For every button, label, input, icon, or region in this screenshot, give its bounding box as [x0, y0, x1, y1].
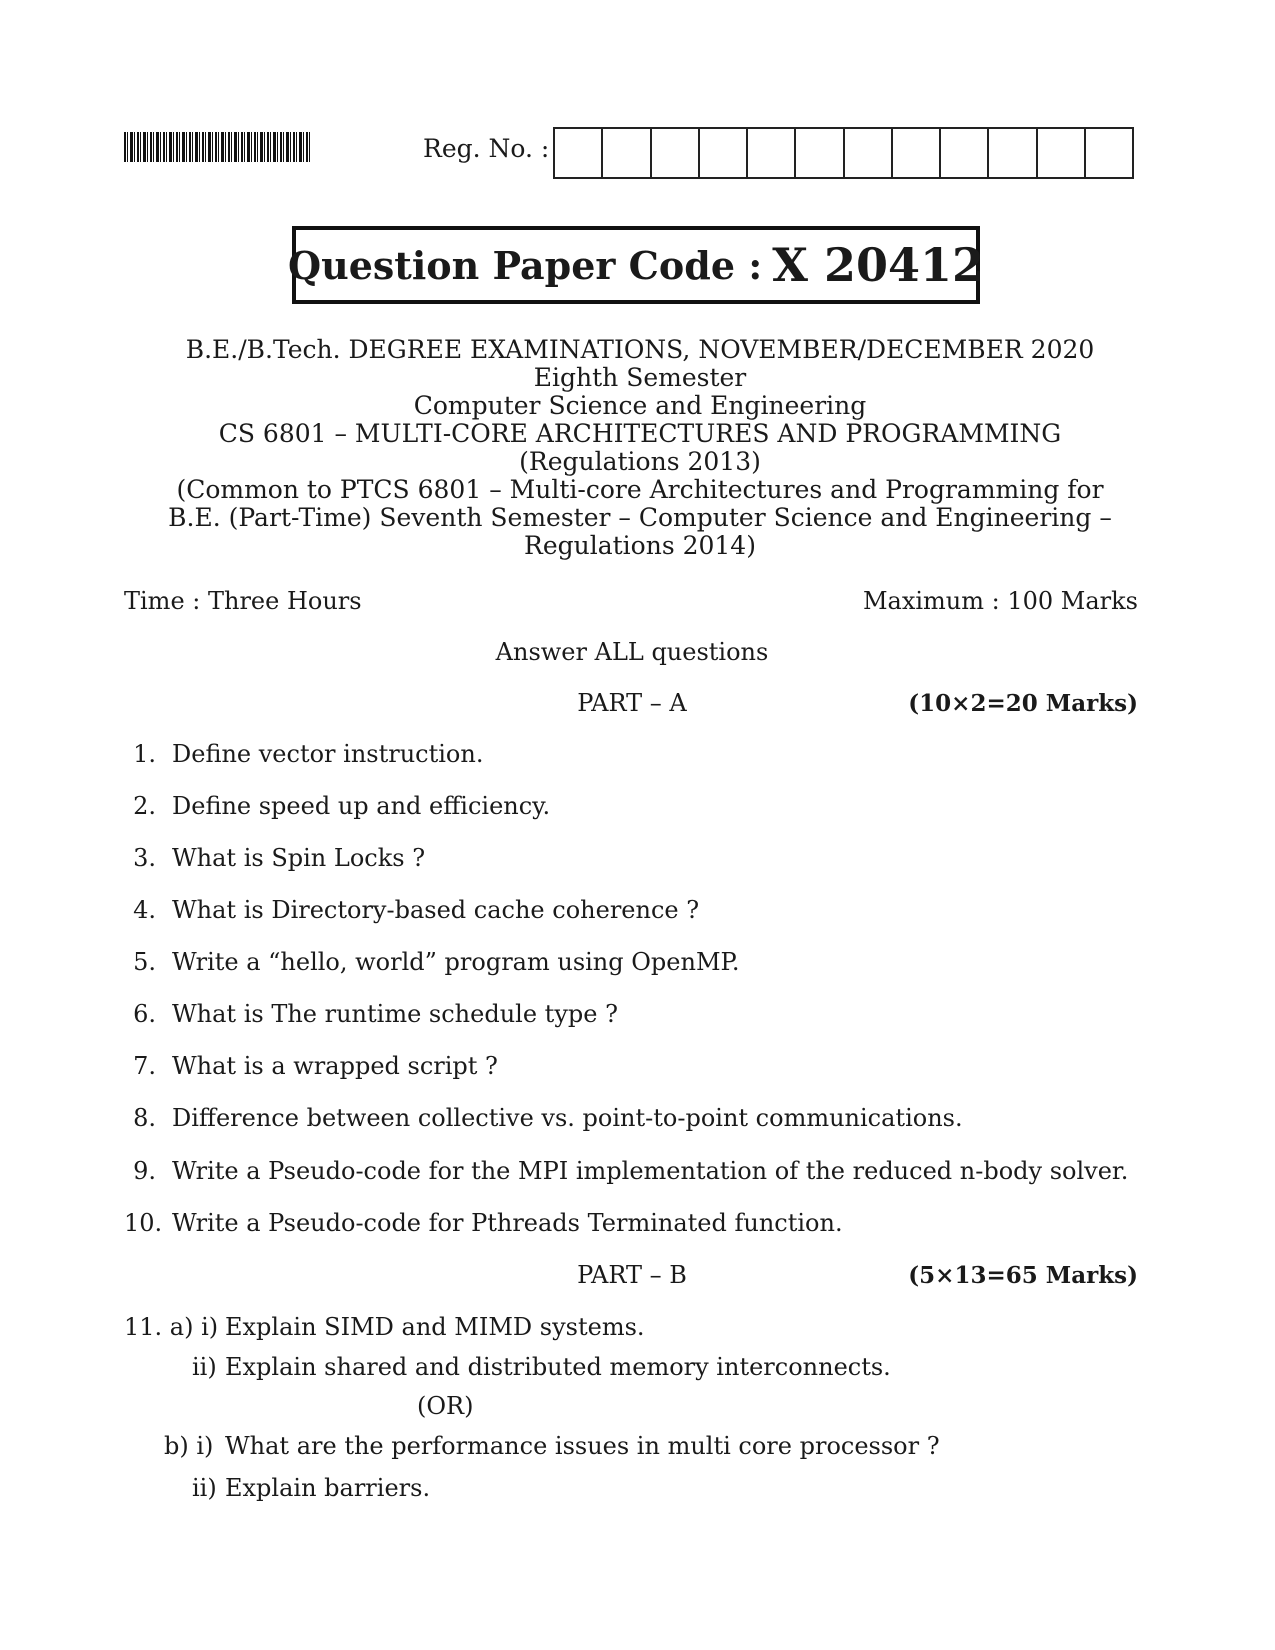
reg-no-digit-box[interactable] — [989, 129, 1037, 177]
question-paper-code-label: Question Paper Code : — [288, 242, 763, 288]
reg-no-digit-box[interactable] — [845, 129, 893, 177]
part-b-title: PART – B — [577, 1261, 687, 1289]
part-b-marks: (5×13=65 Marks) — [908, 1262, 1138, 1289]
question-number: 1. — [133, 740, 156, 768]
part-a-marks: (10×2=20 Marks) — [908, 690, 1138, 717]
reg-no-digit-box[interactable] — [796, 129, 844, 177]
question-item — [124, 1209, 843, 1237]
question-11-b-i-label: b) i) — [164, 1432, 214, 1460]
question-paper-code-box — [288, 226, 985, 304]
course-title: CS 6801 – MULTI-CORE ARCHITECTURES AND PROGRAMMING — [218, 419, 1062, 448]
question-number: 4. — [133, 896, 156, 924]
reg-no-digit-box[interactable] — [555, 129, 603, 177]
question-text: Difference between collective vs. point-to-point communications. — [172, 1104, 963, 1132]
department: Computer Science and Engineering — [413, 391, 867, 420]
question-11-b-ii-text: Explain barriers. — [225, 1474, 431, 1502]
reg-no-digit-box[interactable] — [941, 129, 989, 177]
reg-no-digit-box[interactable] — [603, 129, 651, 177]
regulations: (Regulations 2013) — [519, 447, 761, 476]
barcode — [124, 132, 310, 162]
question-text: What is a wrapped script ? — [172, 1052, 498, 1080]
semester: Eighth Semester — [533, 363, 747, 392]
question-item — [124, 1052, 498, 1080]
question-item — [124, 1104, 963, 1132]
question-item — [124, 1157, 1128, 1185]
maximum-marks: Maximum : 100 Marks — [862, 587, 1138, 615]
reg-no-digit-box[interactable] — [700, 129, 748, 177]
question-number: 10. — [124, 1209, 163, 1237]
question-item — [124, 948, 739, 976]
reg-no-digit-box[interactable] — [1086, 129, 1132, 177]
reg-no-digit-box[interactable] — [893, 129, 941, 177]
question-number: 6. — [133, 1000, 156, 1028]
question-11-a-i-text: Explain SIMD and MIMD systems. — [225, 1313, 645, 1341]
question-text: Define speed up and efficiency. — [172, 792, 551, 820]
question-paper-code-value: X 20412 — [772, 238, 985, 292]
question-text: What is The runtime schedule type ? — [172, 1000, 618, 1028]
question-number: 8. — [133, 1104, 156, 1132]
exam-title: B.E./B.Tech. DEGREE EXAMINATIONS, NOVEMBER/DECEMBER 2020 — [185, 335, 1095, 364]
question-number: 7. — [133, 1052, 156, 1080]
question-number: 9. — [133, 1157, 156, 1185]
question-text: Write a Pseudo-code for Pthreads Terminated function. — [172, 1209, 843, 1237]
question-item — [124, 844, 425, 872]
question-item — [124, 792, 550, 820]
question-11-a-ii-text: Explain shared and distributed memory interconnects. — [225, 1353, 891, 1381]
question-number: 2. — [133, 792, 156, 820]
question-number: 3. — [133, 844, 156, 872]
common-to-line-2: B.E. (Part-Time) Seventh Semester – Computer Science and Engineering – — [168, 503, 1112, 532]
part-a-title: PART – A — [577, 689, 687, 717]
question-text: What is Spin Locks ? — [172, 844, 426, 872]
reg-no-boxes[interactable] — [553, 127, 1134, 179]
question-item — [124, 740, 483, 768]
reg-no-digit-box[interactable] — [652, 129, 700, 177]
exam-header — [120, 336, 1160, 560]
question-text: Write a “hello, world” program using OpenMP. — [172, 948, 740, 976]
reg-no-digit-box[interactable] — [748, 129, 796, 177]
reg-no-digit-box[interactable] — [1038, 129, 1086, 177]
question-11-a-i-label: 11. a) i) — [124, 1313, 219, 1341]
question-11-a-ii-label: ii) — [192, 1353, 217, 1381]
time-allowed: Time : Three Hours — [124, 587, 362, 615]
reg-no-label: Reg. No. : — [423, 134, 550, 163]
or-separator: (OR) — [417, 1392, 474, 1420]
question-number: 5. — [133, 948, 156, 976]
question-text: Write a Pseudo-code for the MPI implementation of the reduced n-body solver. — [172, 1157, 1129, 1185]
question-11-b-i-text: What are the performance issues in multi core processor ? — [225, 1432, 940, 1460]
question-text: What is Directory-based cache coherence ? — [172, 896, 700, 924]
instruction: Answer ALL questions — [495, 638, 769, 666]
question-item — [124, 896, 699, 924]
common-to-line-1: (Common to PTCS 6801 – Multi-core Architectures and Programming for — [176, 475, 1104, 504]
question-text: Define vector instruction. — [172, 740, 484, 768]
question-11-b-ii-label: ii) — [192, 1474, 217, 1502]
question-item — [124, 1000, 618, 1028]
common-to-line-3: Regulations 2014) — [524, 531, 756, 560]
